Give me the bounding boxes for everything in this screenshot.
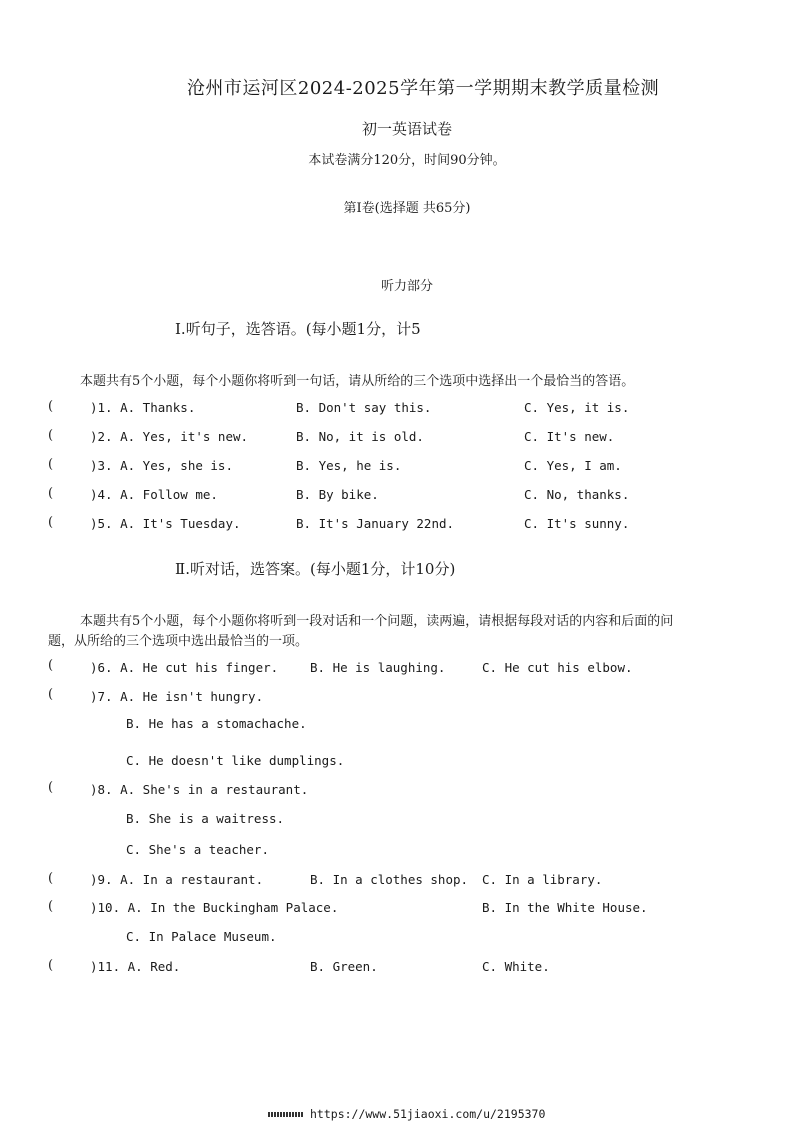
question-5-option-c: C. It's sunny. [524,516,630,531]
answer-paren[interactable]: ( [48,658,54,673]
score-note: 本试卷满分120分，时间90分钟。 [308,153,506,168]
question-7-option-a: )7. A. He isn't hungry. [90,689,264,704]
question-3-option-b: B. Yes, he is. [296,458,402,473]
part-one-heading: 第Ⅰ卷(选择题 共65分) [343,201,471,216]
question-11-option-a: )11. A. Red. [90,959,181,974]
question-7-option-b: B. He has a stomachache. [126,716,307,731]
question-8-option-a: )8. A. She's in a restaurant. [90,782,309,797]
footer-source [268,1107,545,1121]
question-10-option-a: )10. A. In the Buckingham Palace. [90,900,339,915]
question-3-option-c: C. Yes, I am. [524,458,622,473]
section1-heading: Ⅰ.听句子，选答语。(每小题1分，计5 [175,320,421,338]
question-9-option-b: B. In a clothes shop. [310,872,469,887]
question-11-option-c: C. White. [482,959,550,974]
question-3-option-a: )3. A. Yes, she is. [90,458,233,473]
answer-paren[interactable]: ( [48,780,54,795]
question-2-option-c: C. It's new. [524,429,615,444]
question-1-option-c: C. Yes, it is. [524,400,630,415]
section1-instruction: 本题共有5个小题，每个小题你将听到一句话，请从所给的三个选项中选择出一个最恰当的答语。 [80,374,635,389]
exam-subtitle: 初一英语试卷 [361,120,452,138]
question-8-option-c: C. She's a teacher. [126,842,269,857]
section2-instruction-line1: 本题共有5个小题，每个小题你将听到一段对话和一个问题，读两遍，请根据每段对话的内容和后面的问 [80,614,674,629]
question-9-option-c: C. In a library. [482,872,603,887]
answer-paren[interactable]: ( [48,958,54,973]
answer-paren[interactable]: ( [48,871,54,886]
site-logo-icon [268,1112,304,1117]
answer-paren[interactable]: ( [48,399,54,414]
section2-heading: Ⅱ.听对话，选答案。(每小题1分，计10分) [175,560,456,578]
footer-url[interactable]: https://www.51jiaoxi.com/u/2195370 [310,1107,546,1121]
answer-paren[interactable]: ( [48,687,54,702]
question-10-option-b: B. In the White House. [482,900,648,915]
question-5-option-b: B. It's January 22nd. [296,516,455,531]
question-6-option-b: B. He is laughing. [310,660,446,675]
question-7-option-c: C. He doesn't like dumplings. [126,753,345,768]
question-10-option-c: C. In Palace Museum. [126,929,277,944]
answer-paren[interactable]: ( [48,428,54,443]
question-11-option-b: B. Green. [310,959,378,974]
question-1-option-a: )1. A. Thanks. [90,400,196,415]
question-6-option-a: )6. A. He cut his finger. [90,660,279,675]
question-5-option-a: )5. A. It's Tuesday. [90,516,241,531]
answer-paren[interactable]: ( [48,515,54,530]
question-8-option-b: B. She is a waitress. [126,811,285,826]
answer-paren[interactable]: ( [48,486,54,501]
question-6-option-c: C. He cut his elbow. [482,660,633,675]
exam-title: 沧州市运河区2024-2025学年第一学期期末教学质量检测 [186,78,660,99]
answer-paren[interactable]: ( [48,899,54,914]
question-4-option-c: C. No, thanks. [524,487,630,502]
section2-instruction-line2: 题，从所给的三个选项中选出最恰当的一项。 [48,634,309,649]
question-1-option-b: B. Don't say this. [296,400,432,415]
question-4-option-a: )4. A. Follow me. [90,487,218,502]
question-2-option-a: )2. A. Yes, it's new. [90,429,249,444]
question-9-option-a: )9. A. In a restaurant. [90,872,264,887]
listening-heading: 听力部分 [380,279,433,294]
answer-paren[interactable]: ( [48,457,54,472]
question-2-option-b: B. No, it is old. [296,429,424,444]
question-4-option-b: B. By bike. [296,487,379,502]
